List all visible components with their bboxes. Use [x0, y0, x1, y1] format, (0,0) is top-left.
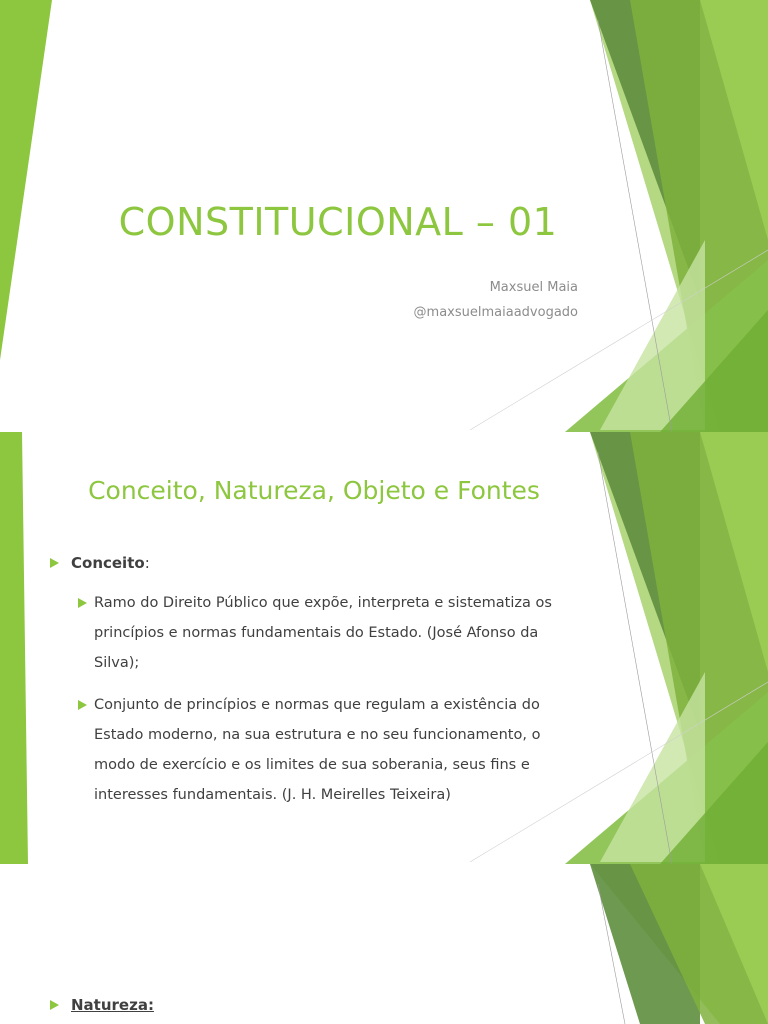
author-handle: @maxsuelmaiaadvogado: [413, 305, 578, 320]
concept-slide: [0, 432, 768, 864]
bullet-conceito: [50, 554, 150, 572]
sub-bullet: [78, 690, 582, 810]
slide-title: CONSTITUCIONAL – 01: [118, 200, 558, 244]
author-name: Maxsuel Maia: [489, 280, 578, 295]
bullet-label: Conceito: [71, 554, 145, 572]
bullet-suffix: :: [144, 554, 150, 572]
sub-bullet-text: Conjunto de princípios e normas que regulam a existência do Estado moderno, na sua estrutura e no seu funcionamento, o modo de exercício e os limites de sua soberania, seus fins e interesses fundamentais. (J. H. Meirelles Teixeira): [94, 697, 541, 803]
slide-title: Conceito, Natureza, Objeto e Fontes: [88, 476, 540, 505]
sub-bullet-text: Ramo do Direito Público que expõe, interpreta e sistematiza os princípios e normas fundamentais do Estado. (José Afonso da Silva);: [94, 595, 552, 671]
bullet-natureza: [50, 996, 154, 1014]
triangle-bullet-icon: [50, 558, 59, 568]
triangle-bullet-icon: [50, 1000, 59, 1010]
triangle-bullet-icon: [78, 700, 87, 710]
title-slide: [0, 0, 768, 432]
sub-bullet: [78, 588, 582, 678]
bullet-label: Natureza:: [71, 996, 154, 1014]
triangle-bullet-icon: [78, 598, 87, 608]
natureza-slide: [0, 864, 768, 1024]
